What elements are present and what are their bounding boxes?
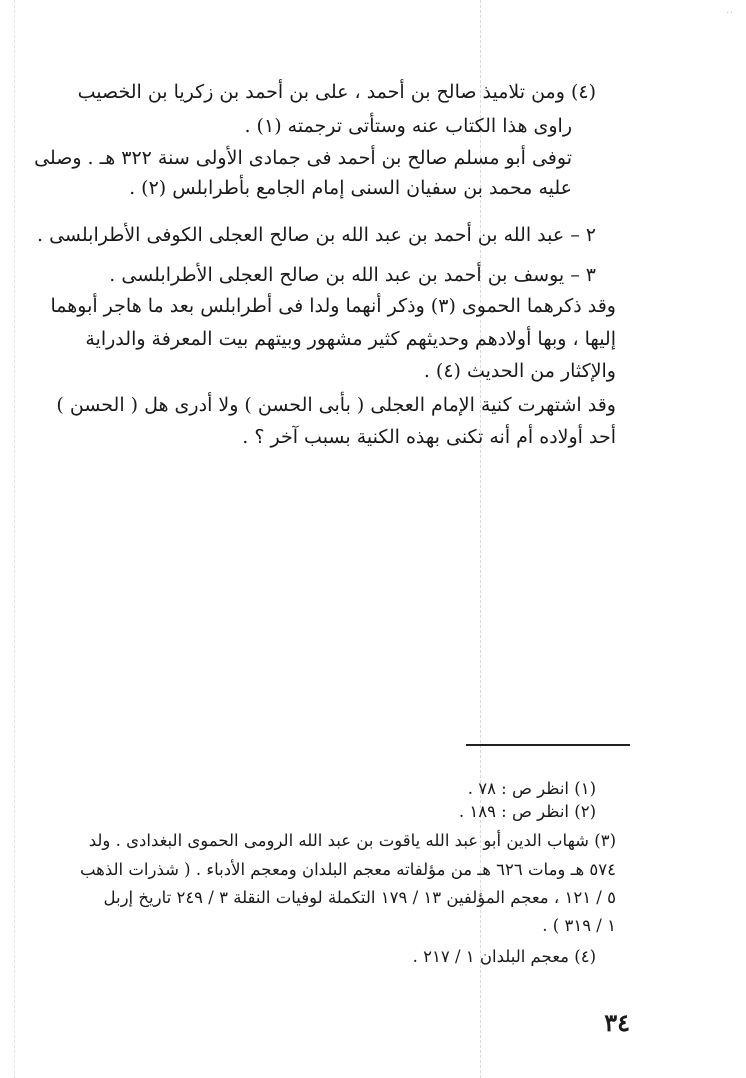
footnote: (٤) معجم البلدان ١ / ٢١٧ . — [412, 947, 596, 966]
footnote: (١) انظر ص : ٧٨ . — [467, 779, 596, 798]
text-line: وقد ذكرهما الحموى (٣) وذكر أنهما ولدا فى أطرابلس بعد ما هاجر أبوهما — [50, 295, 616, 317]
text-line: توفى أبو مسلم صالح بن أحمد فى جمادى الأولى سنة ٣٢٢ هـ . وصلى — [34, 147, 572, 169]
footnote: (٢) انظر ص : ١٨٩ . — [458, 802, 596, 821]
text-line: أحد أولاده أم أنه تكنى بهذه الكنية بسبب آخر ؟ . — [242, 426, 616, 448]
entry-heading: ٣ – يوسف بن أحمد بن عبد الله بن صالح العجلى الأطرابلسى . — [109, 264, 596, 286]
entry-heading: ٢ – عبد الله بن أحمد بن عبد الله بن صالح العجلى الكوفى الأطرابلسى . — [37, 224, 596, 246]
page-number: ٣٤ — [604, 1008, 630, 1037]
text-line: والإكثار من الحديث (٤) . — [423, 360, 616, 382]
text-line: (٤) ومن تلاميذ صالح بن أحمد ، على بن أحمد بن زكريا بن الخصيب — [77, 81, 596, 103]
footnote-separator — [466, 744, 630, 746]
text-line: إليها ، وبها أولادهم وحديثهم كثير مشهور وبيتهم بيت المعرفة والدراية — [85, 328, 616, 350]
text-line: وقد اشتهرت كنية الإمام العجلى ( بأبى الحسن ) ولا أدرى هل ( الحسن ) — [56, 394, 616, 416]
footnote-continuation: ١ / ٣١٩ ) . — [542, 916, 616, 935]
footnote-continuation: ٥٧٤ هـ ومات ٦٢٦ هـ من مؤلفاته معجم البلدان ومعجم الأدباء . ( شذرات الذهب — [79, 860, 616, 879]
footnote: (٣) شهاب الدين أبو عبد الله ياقوت بن عبد الله الرومى الحموى البغدادى . ولد — [88, 831, 616, 850]
text-line: عليه محمد بن سفيان السنى إمام الجامع بأطرابلس (٢) . — [129, 177, 572, 199]
footnote-continuation: ٥ / ١٢١ ، معجم المؤلفين ١٣ / ١٧٩ التكملة لوفيات النقلة ٣ / ٢٤٩ تاريخ إربل — [103, 888, 616, 907]
text-line: راوى هذا الكتاب عنه وستأتى ترجمته (١) . — [244, 115, 572, 137]
scan-mark: .. — [726, 6, 734, 16]
scan-fold-line — [14, 0, 15, 1078]
